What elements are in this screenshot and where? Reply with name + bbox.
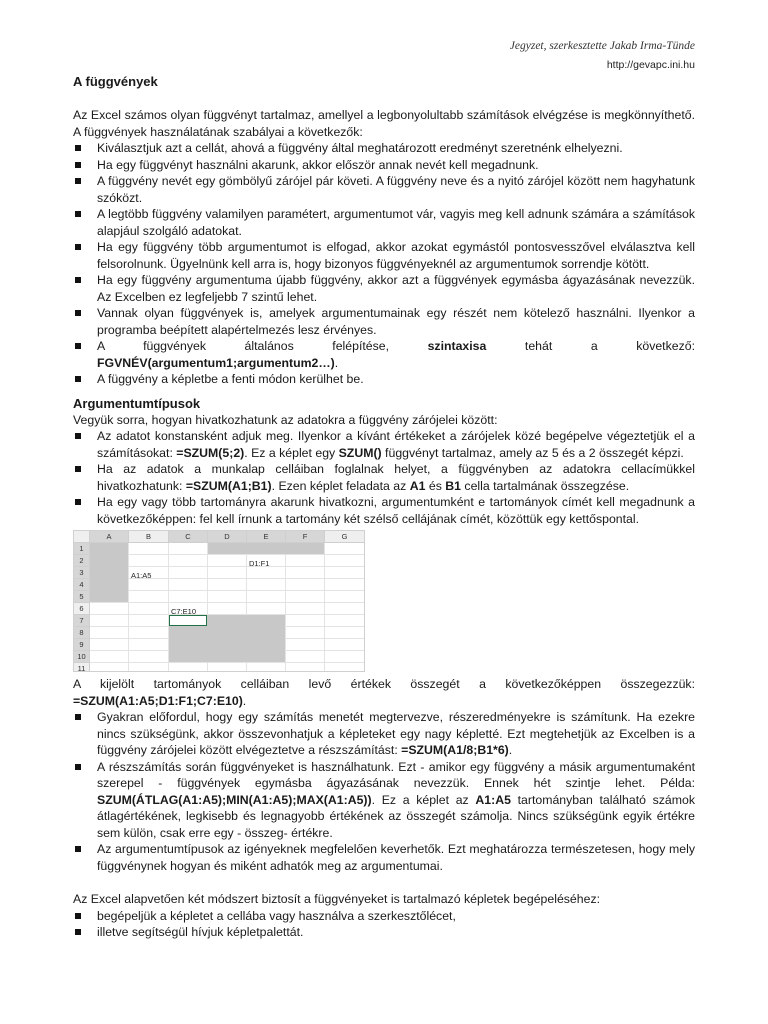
row-header: 1 <box>74 543 90 555</box>
header-url: http://gevapc.ini.hu <box>606 59 695 71</box>
row-header: 5 <box>74 591 90 603</box>
row-header: 6 <box>74 603 90 615</box>
sheet-corner <box>74 531 90 543</box>
header-author: Jegyzet, szerkesztette Jakab Irma-Tünde <box>509 40 695 52</box>
list-item: A részszámítás során függvényeket is használhatunk. Ezt - amikor egy függvény a másik argumentumaként szerepel - függvények egymásba ágyazásának nevezzük. Ennek hét szintje lehet. Példa: SZUM(ÁTLAG(A1:A5);MIN(A1:A5);MAX(A1:A5)). Ez a képlet az A1:A5 tartományban található számok átlagértékének, legkisebb és legnagyobb értékének az összegét számolja. Nincs szükségünk egyik értékre sem külön, csak erre egy - összeg- értékre. <box>73 759 695 842</box>
row-header: 8 <box>74 627 90 639</box>
argument-types-list-2 <box>73 709 695 874</box>
list-item: A legtöbb függvény valamilyen paramétert, argumentumot vár, vagyis meg kell adnunk számára a számítások alapjául szolgáló adatokat. <box>73 206 695 239</box>
row-header: 4 <box>74 579 90 591</box>
row-header: 11 <box>74 663 90 672</box>
list-item: A függvény nevét egy gömbölyű zárójel pár követi. A függvény neve és a nyitó zárójel között nem hagyhatunk szóközt. <box>73 173 695 206</box>
list-item: illetve segítségül hívjuk képletpalettát. <box>73 924 695 941</box>
list-item: Ha egy függvény argumentuma újabb függvény, akkor azt a függvények egymásba ágyazásának nevezzük. Az Excelben ez legfeljebb 7 szintű lehet. <box>73 272 695 305</box>
list-item: Kiválasztjuk azt a cellát, ahová a függvény által meghatározott eredményt szeretnénk elhelyezni. <box>73 140 695 157</box>
section1-intro: Az Excel számos olyan függvényt tartalmaz, amellyel a legbonyolultabb számítások elvégzése is megkönnyíthető. A függvények használatának szabályai a következők: <box>73 108 695 139</box>
methods-list <box>73 908 695 941</box>
row-header: 2 <box>74 555 90 567</box>
after-sheet-paragraph: A kijelölt tartományok celláiban levő értékek összegét a következőképpen összegezzük: =SZUM(A1:A5;D1:F1;C7:E10). <box>73 677 695 708</box>
list-item: Vannak olyan függvények is, amelyek argumentumainak egy részét nem kötelező használni. Ilyenkor a programba beépített alapértelmezés lesz érvényes. <box>73 305 695 338</box>
column-header: D <box>208 531 247 543</box>
column-header: A <box>90 531 129 543</box>
column-header: F <box>286 531 325 543</box>
list-item-syntax: A függvények általános felépítése, szintaxisa tehát a következő: FGVNÉV(argumentum1;argumentum2…). <box>73 338 695 371</box>
list-item: Az adatot konstansként adjuk meg. Ilyenkor a kívánt értékeket a zárójelek közé begépelve végeztetjük el a számításokat: =SZUM(5;2). Ez a képlet egy SZUM() függvényt tartalmaz, amely az 5 és a 2 összegét képzi. <box>73 428 695 461</box>
list-item: Ha egy függvény több argumentumot is elfogad, akkor azokat egymástól pontosvesszővel elválasztva kell felsorolnunk. Ügyelnünk kell arra is, hogy bizonyos függvényeknél az argumentumok sorrendje kötött. <box>73 239 695 272</box>
spreadsheet-illustration <box>73 530 365 672</box>
list-item: Gyakran előfordul, hogy egy számítás menetét megtervezve, részeredményekre is számítunk. Ha ezekre nincs szükségünk, akkor összevonhatjuk a képleteket egy nagy képletté. Ezt megtehetjük az Excelben is a függvény zárójelei között elvégeztetve a részszámítást: =SZUM(A1/8;B1*6). <box>73 709 695 759</box>
label-d1-f1: D1:F1 <box>249 559 270 568</box>
column-header: G <box>325 531 365 543</box>
column-header: C <box>169 531 208 543</box>
range-a1-a5 <box>90 543 128 602</box>
section2-intro: Vegyük sorra, hogyan hivatkozhatunk az adatokra a függvény zárójelei között: <box>73 412 498 427</box>
list-item: begépeljük a képletet a cellába vagy használva a szerkesztőlécet, <box>73 908 695 925</box>
section-title-argumentumtipusok: Argumentumtípusok <box>73 395 201 411</box>
list-item: A függvény a képletbe a fenti módon kerülhet be. <box>73 371 695 388</box>
section3-intro: Az Excel alapvetően két módszert biztosít a függvényeket is tartalmazó képletek begépeléséhez: <box>73 892 601 906</box>
label-a1-a5: A1:A5 <box>131 571 152 580</box>
document-body <box>73 73 695 941</box>
column-header: E <box>247 531 286 543</box>
section-title-fuggvenyek: A függvények <box>73 74 158 89</box>
list-item: Ha az adatok a munkalap celláiban foglalnak helyet, a függvényben az adatokra cellacímükkel hivatkozhatunk: =SZUM(A1;B1). Ezen képlet feladata az A1 és B1 cella tartalmának összegzése. <box>73 461 695 494</box>
list-item: Az argumentumtípusok az igényeknek megfelelően keverhetők. Ezt meghatározza természetesen, hogy mely függvénynek hogyan és miként adhatók meg az argumentumai. <box>73 841 695 874</box>
column-header: B <box>129 531 169 543</box>
row-header: 9 <box>74 639 90 651</box>
list-item: Ha egy függvényt használni akarunk, akkor először annak nevét kell megadnunk. <box>73 157 695 174</box>
row-header: 10 <box>74 651 90 663</box>
syntax-formula: FGVNÉV(argumentum1;argumentum2…) <box>97 355 335 370</box>
label-c7-e10: C7:E10 <box>171 607 197 616</box>
range-d1-f1 <box>208 543 324 554</box>
row-header: 3 <box>74 567 90 579</box>
multi-range-formula: =SZUM(A1:A5;D1:F1;C7:E10) <box>73 693 243 708</box>
list-item: Ha egy vagy több tartományra akarunk hivatkozni, argumentumként e tartományok címét kell megadnunk a következőképpen: fel kell írnunk a tartomány két szélső cellájának címét, közöttük egy kettőspontal. <box>73 494 695 527</box>
argument-types-list <box>73 428 695 527</box>
row-header: 7 <box>74 615 90 627</box>
rules-list <box>73 140 695 388</box>
